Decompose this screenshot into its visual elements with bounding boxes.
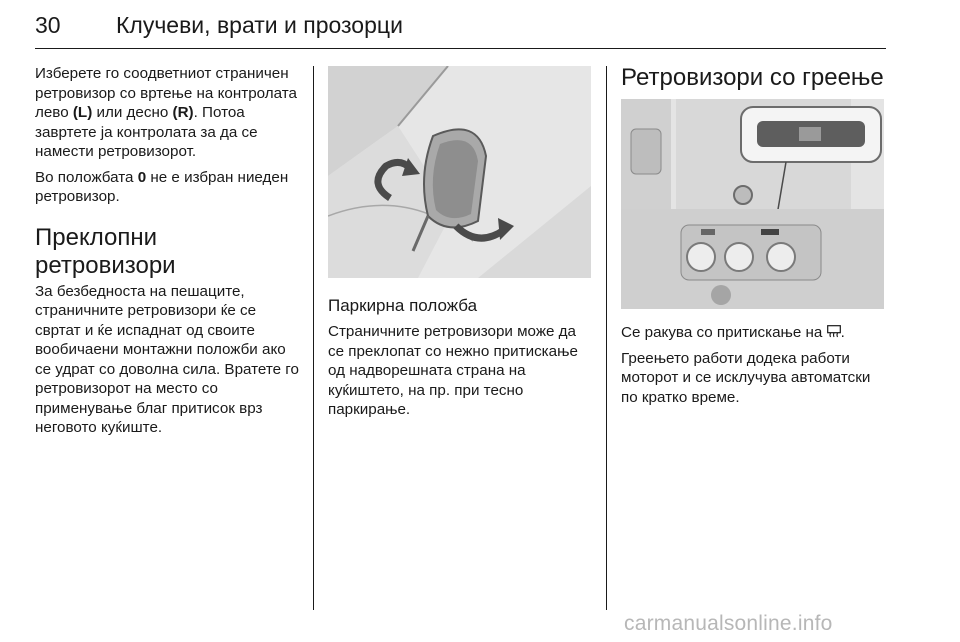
column-divider-left — [313, 66, 314, 610]
column-middle — [328, 66, 594, 426]
position-zero-paragraph: Во положбата 0 не е избран ниеден ретровизор. — [35, 168, 289, 205]
mirror-select-paragraph: Изберете го соодветниот страничен ретровизор со вртење на контролата лево (L) или десно (R). Потоа завртете ја контролата за да се намести ретровизорот. — [35, 65, 297, 160]
parking-position-paragraph: Страничните ретровизори може да се преклопат со нежно притискање од надворешната страна на куќиштето, на пр. при тесно паркирање. — [328, 323, 578, 418]
column-left — [35, 64, 303, 444]
folding-mirrors-heading: Преклопни ретровизори — [35, 223, 176, 279]
rear-defrost-icon — [827, 324, 841, 337]
column-divider-right — [606, 66, 607, 610]
heated-mirrors-heading: Ретровизори со греење — [621, 64, 884, 91]
chapter-title: Клучеви, врати и прозорци — [116, 12, 403, 38]
folding-mirror-illustration — [328, 66, 591, 278]
column-right — [621, 64, 887, 413]
page-number: 30 — [35, 12, 61, 38]
watermark: carmanualsonline.info — [624, 612, 833, 635]
heated-mirror-button-illustration — [621, 99, 884, 309]
pedestrian-safety-paragraph: За безбедноста на пешаците, страничните ретровизори ќе се свртат и ќе испаднат од своите вообичаени монтажни положби ако се удрат со доволна сила. Вратете го ретровизорот на место со применување благ притисок врз неговото куќиште. — [35, 282, 299, 436]
parking-position-subheading: Паркирна положба — [328, 296, 478, 315]
page-header — [35, 8, 886, 49]
heating-duration-paragraph: Греењето работи додека работи моторот и се исклучува автоматски по кратко време. — [621, 349, 871, 406]
heated-mirror-operation-paragraph: Се ракува со притискање на . — [621, 324, 845, 341]
